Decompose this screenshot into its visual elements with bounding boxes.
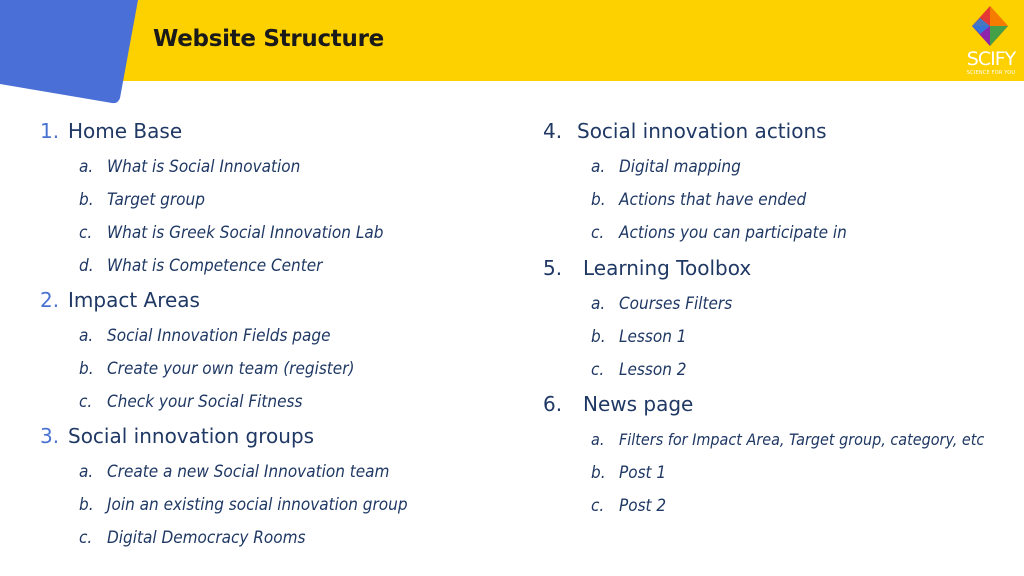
list-item: b. Target group — [79, 190, 205, 210]
logo-wordmark: SCIFY — [966, 48, 1016, 70]
list-item: c. What is Greek Social Innovation Lab — [79, 223, 384, 243]
section-label: Home Base — [68, 119, 183, 143]
section-label: Learning Toolbox — [583, 256, 752, 280]
logo-tagline: SCIENCE FOR YOU — [966, 70, 1016, 76]
list-item: c. Check your Social Fitness — [79, 392, 303, 412]
section-number: 5. — [543, 256, 563, 280]
section-label: Social innovation groups — [68, 424, 315, 448]
section-heading — [543, 392, 693, 416]
section-heading — [40, 119, 182, 143]
list-item: a. Social Innovation Fields page — [79, 326, 331, 346]
list-item: b. Lesson 1 — [591, 327, 687, 347]
section-heading — [40, 288, 200, 312]
section-label: Impact Areas — [68, 288, 200, 312]
list-item: b. Create your own team (register) — [79, 359, 355, 379]
blue-corner-tab — [0, 0, 140, 104]
section-number: 2. — [40, 288, 60, 312]
section-heading — [543, 256, 751, 280]
list-item: a. Filters for Impact Area, Target group, category, etc — [591, 430, 985, 449]
list-item: b. Join an existing social innovation group — [79, 495, 408, 515]
section-heading — [543, 119, 827, 143]
list-item: b. Post 1 — [591, 463, 667, 483]
list-item: d. What is Competence Center — [79, 256, 323, 276]
list-item: b. Actions that have ended — [591, 190, 807, 210]
list-item: a. Digital mapping — [591, 157, 741, 177]
list-item: a. Courses Filters — [591, 294, 733, 314]
section-number: 6. — [543, 392, 563, 416]
section-label: News page — [583, 392, 694, 416]
list-item: c. Lesson 2 — [591, 360, 687, 380]
section-number: 3. — [40, 424, 60, 448]
section-heading — [40, 424, 314, 448]
page-title: Website Structure — [153, 26, 384, 52]
list-item: c. Digital Democracy Rooms — [79, 528, 306, 548]
section-number: 1. — [40, 119, 60, 143]
list-item: a. What is Social Innovation — [79, 157, 301, 177]
list-item: a. Create a new Social Innovation team — [79, 462, 390, 482]
list-item: c. Actions you can participate in — [591, 223, 847, 243]
list-item: c. Post 2 — [591, 496, 667, 516]
section-label: Social innovation actions — [577, 119, 827, 143]
section-number: 4. — [543, 119, 563, 143]
